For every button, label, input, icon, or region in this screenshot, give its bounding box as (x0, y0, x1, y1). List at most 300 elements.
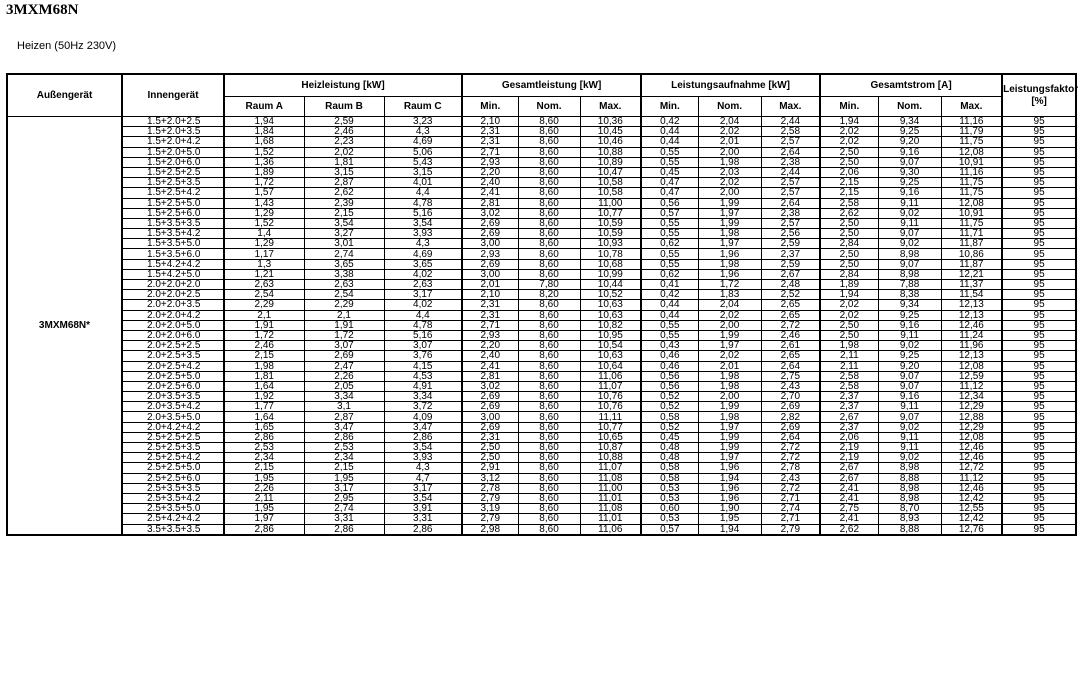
value-cell: 2,74 (304, 504, 384, 514)
value-cell: 8,60 (518, 371, 580, 381)
value-cell: 2,63 (304, 280, 384, 290)
value-cell: 4,02 (384, 269, 462, 279)
indoor-combination-cell: 2.0+4.2+4.2 (122, 422, 224, 432)
table-row (7, 229, 1076, 239)
value-cell: 2,71 (462, 320, 518, 330)
value-cell: 10,59 (580, 229, 641, 239)
value-cell: 8,60 (518, 300, 580, 310)
value-cell: 2,05 (304, 381, 384, 391)
value-cell: 3,54 (304, 218, 384, 228)
value-cell: 1,91 (304, 320, 384, 330)
value-cell: 8,60 (518, 483, 580, 493)
value-cell: 9,02 (878, 422, 941, 432)
table-row (7, 269, 1076, 279)
value-cell: 7,80 (518, 280, 580, 290)
value-cell: 10,76 (580, 392, 641, 402)
value-cell: 2,91 (462, 463, 518, 473)
value-cell: 8,60 (518, 178, 580, 188)
value-cell: 5,06 (384, 147, 462, 157)
value-cell: 2,01 (698, 137, 761, 147)
table-row (7, 351, 1076, 361)
value-cell: 8,60 (518, 443, 580, 453)
value-cell: 1,3 (224, 259, 304, 269)
value-cell: 3,15 (304, 167, 384, 177)
value-cell: 8,88 (878, 524, 941, 535)
value-cell: 8,70 (878, 504, 941, 514)
indoor-combination-cell: 2.0+3.5+5.0 (122, 412, 224, 422)
value-cell: 2,70 (761, 392, 820, 402)
value-cell: 2,11 (820, 351, 878, 361)
value-cell: 2,57 (761, 137, 820, 147)
table-body (7, 117, 1076, 535)
performance-table (6, 73, 1077, 536)
value-cell: 2,50 (820, 218, 878, 228)
value-cell: 10,46 (580, 137, 641, 147)
value-cell: 2,50 (820, 249, 878, 259)
value-cell: 4,15 (384, 361, 462, 371)
value-cell: 1,98 (698, 381, 761, 391)
value-cell: 2,69 (761, 402, 820, 412)
indoor-combination-cell: 2.5+2.5+6.0 (122, 473, 224, 483)
value-cell: 2,64 (761, 198, 820, 208)
indoor-combination-cell: 1.5+4.2+4.2 (122, 259, 224, 269)
value-cell: 11,24 (941, 330, 1002, 340)
value-cell: 2,02 (820, 127, 878, 137)
value-cell: 2,69 (462, 392, 518, 402)
value-cell: 8,60 (518, 432, 580, 442)
value-cell: 3,1 (304, 402, 384, 412)
indoor-combination-cell: 1.5+2.5+6.0 (122, 208, 224, 218)
value-cell: 2,93 (462, 157, 518, 167)
indoor-combination-cell: 2.0+2.0+6.0 (122, 330, 224, 340)
value-cell: 2,43 (761, 473, 820, 483)
value-cell: 0,45 (641, 432, 698, 442)
table-row (7, 443, 1076, 453)
value-cell: 0,55 (641, 320, 698, 330)
value-cell: 1,84 (224, 127, 304, 137)
value-cell: 2,10 (462, 290, 518, 300)
value-cell: 95 (1002, 341, 1076, 351)
value-cell: 0,46 (641, 361, 698, 371)
value-cell: 9,25 (878, 178, 941, 188)
value-cell: 9,25 (878, 351, 941, 361)
value-cell: 12,72 (941, 463, 1002, 473)
value-cell: 8,93 (878, 514, 941, 524)
table-row (7, 117, 1076, 127)
value-cell: 1,95 (698, 514, 761, 524)
value-cell: 2,57 (761, 178, 820, 188)
value-cell: 3,27 (304, 229, 384, 239)
value-cell: 1,72 (224, 178, 304, 188)
value-cell: 2,31 (462, 127, 518, 137)
value-cell: 0,56 (641, 371, 698, 381)
value-cell: 2,15 (304, 208, 384, 218)
value-cell: 10,59 (580, 218, 641, 228)
value-cell: 12,29 (941, 422, 1002, 432)
value-cell: 0,58 (641, 473, 698, 483)
value-cell: 2,26 (304, 371, 384, 381)
value-cell: 1,72 (224, 330, 304, 340)
value-cell: 1,64 (224, 412, 304, 422)
value-cell: 11,06 (580, 524, 641, 535)
value-cell: 1,29 (224, 208, 304, 218)
value-cell: 11,75 (941, 178, 1002, 188)
value-cell: 2,69 (462, 402, 518, 412)
table-row (7, 157, 1076, 167)
value-cell: 95 (1002, 239, 1076, 249)
value-cell: 2,44 (761, 167, 820, 177)
indoor-combination-cell: 2.5+3.5+5.0 (122, 504, 224, 514)
value-cell: 1,96 (698, 493, 761, 503)
value-cell: 8,60 (518, 239, 580, 249)
value-cell: 2,65 (761, 351, 820, 361)
value-cell: 0,48 (641, 443, 698, 453)
value-cell: 95 (1002, 504, 1076, 514)
value-cell: 2,47 (304, 361, 384, 371)
value-cell: 2,54 (224, 290, 304, 300)
table-row (7, 167, 1076, 177)
value-cell: 9,16 (878, 147, 941, 157)
value-cell: 2,19 (820, 453, 878, 463)
header-room-b: Raum B (304, 97, 384, 117)
value-cell: 8,60 (518, 524, 580, 535)
value-cell: 8,60 (518, 208, 580, 218)
value-cell: 8,98 (878, 463, 941, 473)
value-cell: 8,98 (878, 269, 941, 279)
header-total-max: Max. (580, 97, 641, 117)
value-cell: 1,36 (224, 157, 304, 167)
value-cell: 11,06 (580, 371, 641, 381)
value-cell: 1,98 (698, 157, 761, 167)
value-cell: 1,94 (820, 117, 878, 127)
indoor-combination-cell: 1.5+2.0+3.5 (122, 127, 224, 137)
indoor-combination-cell: 1.5+2.5+2.5 (122, 167, 224, 177)
value-cell: 8,60 (518, 392, 580, 402)
value-cell: 2,04 (698, 117, 761, 127)
value-cell: 2,41 (462, 361, 518, 371)
value-cell: 11,00 (580, 483, 641, 493)
indoor-combination-cell: 1.5+3.5+4.2 (122, 229, 224, 239)
indoor-combination-cell: 1.5+2.5+3.5 (122, 178, 224, 188)
value-cell: 3,54 (384, 443, 462, 453)
table-row (7, 239, 1076, 249)
value-cell: 3,00 (462, 412, 518, 422)
value-cell: 1,94 (224, 117, 304, 127)
value-cell: 2,58 (761, 127, 820, 137)
indoor-combination-cell: 1.5+4.2+5.0 (122, 269, 224, 279)
value-cell: 2,84 (820, 239, 878, 249)
value-cell: 1,94 (698, 473, 761, 483)
value-cell: 2,74 (761, 504, 820, 514)
value-cell: 3,02 (462, 381, 518, 391)
value-cell: 10,52 (580, 290, 641, 300)
value-cell: 11,75 (941, 218, 1002, 228)
value-cell: 2,02 (820, 300, 878, 310)
value-cell: 8,60 (518, 310, 580, 320)
value-cell: 1,52 (224, 147, 304, 157)
value-cell: 3,17 (304, 483, 384, 493)
value-cell: 2,37 (761, 249, 820, 259)
value-cell: 0,44 (641, 127, 698, 137)
value-cell: 11,71 (941, 229, 1002, 239)
value-cell: 95 (1002, 229, 1076, 239)
value-cell: 95 (1002, 259, 1076, 269)
value-cell: 95 (1002, 218, 1076, 228)
page-subtitle: Heizen (50Hz 230V) (17, 40, 117, 52)
table-row (7, 392, 1076, 402)
value-cell: 0,56 (641, 381, 698, 391)
header-total-nom: Nom. (518, 97, 580, 117)
value-cell: 4,3 (384, 239, 462, 249)
indoor-combination-cell: 3.5+3.5+3.5 (122, 524, 224, 535)
value-cell: 1,72 (698, 280, 761, 290)
value-cell: 2,78 (462, 483, 518, 493)
value-cell: 4,91 (384, 381, 462, 391)
value-cell: 2,40 (462, 178, 518, 188)
value-cell: 2,34 (304, 453, 384, 463)
value-cell: 95 (1002, 371, 1076, 381)
value-cell: 0,55 (641, 157, 698, 167)
value-cell: 2,15 (224, 351, 304, 361)
value-cell: 2,00 (698, 320, 761, 330)
value-cell: 8,60 (518, 504, 580, 514)
value-cell: 1,94 (698, 524, 761, 535)
value-cell: 12,08 (941, 198, 1002, 208)
value-cell: 3,34 (384, 392, 462, 402)
value-cell: 4,4 (384, 310, 462, 320)
value-cell: 0,55 (641, 229, 698, 239)
value-cell: 10,89 (580, 157, 641, 167)
value-cell: 3,19 (462, 504, 518, 514)
value-cell: 2,1 (224, 310, 304, 320)
value-cell: 95 (1002, 280, 1076, 290)
outdoor-unit-cell: 3MXM68N* (7, 117, 122, 535)
value-cell: 2,93 (462, 330, 518, 340)
value-cell: 2,15 (304, 463, 384, 473)
value-cell: 2,44 (761, 117, 820, 127)
value-cell: 10,87 (580, 443, 641, 453)
value-cell: 3,17 (384, 290, 462, 300)
value-cell: 1,96 (698, 483, 761, 493)
value-cell: 2,15 (224, 463, 304, 473)
value-cell: 2,01 (462, 280, 518, 290)
value-cell: 3,76 (384, 351, 462, 361)
value-cell: 2,65 (761, 310, 820, 320)
value-cell: 2,63 (384, 280, 462, 290)
table-row (7, 504, 1076, 514)
value-cell: 0,57 (641, 208, 698, 218)
value-cell: 2,67 (820, 412, 878, 422)
indoor-combination-cell: 1.5+2.0+2.5 (122, 117, 224, 127)
value-cell: 10,63 (580, 300, 641, 310)
indoor-combination-cell: 2.0+3.5+4.2 (122, 402, 224, 412)
value-cell: 4,78 (384, 198, 462, 208)
value-cell: 1,98 (698, 259, 761, 269)
value-cell: 0,55 (641, 249, 698, 259)
value-cell: 10,63 (580, 310, 641, 320)
value-cell: 0,41 (641, 280, 698, 290)
value-cell: 2,50 (820, 157, 878, 167)
value-cell: 2,34 (224, 453, 304, 463)
value-cell: 2,38 (761, 157, 820, 167)
value-cell: 1,99 (698, 198, 761, 208)
table-row (7, 422, 1076, 432)
value-cell: 9,11 (878, 402, 941, 412)
value-cell: 3,91 (384, 504, 462, 514)
value-cell: 12,46 (941, 483, 1002, 493)
value-cell: 0,58 (641, 412, 698, 422)
header-current-group: Gesamtstrom [A] (820, 74, 1002, 97)
value-cell: 0,56 (641, 198, 698, 208)
value-cell: 0,43 (641, 341, 698, 351)
value-cell: 2,02 (820, 137, 878, 147)
value-cell: 2,26 (224, 483, 304, 493)
value-cell: 1,96 (698, 463, 761, 473)
value-cell: 11,79 (941, 127, 1002, 137)
value-cell: 1,98 (698, 229, 761, 239)
indoor-combination-cell: 2.0+2.5+4.2 (122, 361, 224, 371)
value-cell: 2,23 (304, 137, 384, 147)
value-cell: 95 (1002, 463, 1076, 473)
value-cell: 8,60 (518, 269, 580, 279)
value-cell: 12,46 (941, 453, 1002, 463)
value-cell: 2,15 (820, 188, 878, 198)
value-cell: 2,67 (820, 463, 878, 473)
value-cell: 95 (1002, 208, 1076, 218)
value-cell: 1,21 (224, 269, 304, 279)
value-cell: 0,52 (641, 422, 698, 432)
value-cell: 3,54 (384, 493, 462, 503)
value-cell: 3,54 (384, 218, 462, 228)
value-cell: 95 (1002, 422, 1076, 432)
value-cell: 11,07 (580, 381, 641, 391)
value-cell: 1,17 (224, 249, 304, 259)
value-cell: 9,02 (878, 453, 941, 463)
value-cell: 4,02 (384, 300, 462, 310)
value-cell: 95 (1002, 381, 1076, 391)
header-heating-group: Heizleistung [kW] (224, 74, 462, 97)
indoor-combination-cell: 2.5+3.5+3.5 (122, 483, 224, 493)
value-cell: 10,88 (580, 147, 641, 157)
value-cell: 10,65 (580, 432, 641, 442)
indoor-combination-cell: 1.5+2.0+4.2 (122, 137, 224, 147)
value-cell: 10,93 (580, 239, 641, 249)
value-cell: 10,64 (580, 361, 641, 371)
value-cell: 0,45 (641, 167, 698, 177)
value-cell: 0,46 (641, 351, 698, 361)
value-cell: 2,64 (761, 147, 820, 157)
value-cell: 10,76 (580, 402, 641, 412)
value-cell: 95 (1002, 198, 1076, 208)
value-cell: 3,47 (384, 422, 462, 432)
indoor-combination-cell: 2.0+2.0+4.2 (122, 310, 224, 320)
value-cell: 1,52 (224, 218, 304, 228)
table-row (7, 249, 1076, 259)
value-cell: 11,11 (580, 412, 641, 422)
value-cell: 8,60 (518, 137, 580, 147)
table-row (7, 361, 1076, 371)
header-indoor: Innengerät (122, 74, 224, 117)
value-cell: 2,50 (820, 259, 878, 269)
value-cell: 2,56 (761, 229, 820, 239)
header-outdoor: Außengerät (7, 74, 122, 117)
value-cell: 10,78 (580, 249, 641, 259)
value-cell: 2,31 (462, 432, 518, 442)
value-cell: 9,11 (878, 432, 941, 442)
indoor-combination-cell: 2.0+2.0+2.5 (122, 290, 224, 300)
table-row (7, 259, 1076, 269)
value-cell: 8,60 (518, 198, 580, 208)
value-cell: 2,63 (224, 280, 304, 290)
header-power-factor: Leistungsfaktor [%] (1002, 74, 1076, 117)
value-cell: 9,16 (878, 392, 941, 402)
value-cell: 0,44 (641, 310, 698, 320)
value-cell: 95 (1002, 269, 1076, 279)
value-cell: 0,42 (641, 117, 698, 127)
value-cell: 8,60 (518, 341, 580, 351)
indoor-combination-cell: 2.0+2.0+2.0 (122, 280, 224, 290)
header-current-max: Max. (941, 97, 1002, 117)
value-cell: 2,43 (761, 381, 820, 391)
value-cell: 2,67 (820, 473, 878, 483)
value-cell: 3,15 (384, 167, 462, 177)
header-current-nom: Nom. (878, 97, 941, 117)
indoor-combination-cell: 2.5+2.5+2.5 (122, 432, 224, 442)
value-cell: 11,87 (941, 259, 1002, 269)
value-cell: 2,31 (462, 137, 518, 147)
indoor-combination-cell: 2.5+4.2+4.2 (122, 514, 224, 524)
value-cell: 2,58 (820, 198, 878, 208)
value-cell: 1,97 (224, 514, 304, 524)
value-cell: 12,59 (941, 371, 1002, 381)
value-cell: 8,60 (518, 351, 580, 361)
value-cell: 5,16 (384, 330, 462, 340)
table-row (7, 493, 1076, 503)
header-total-min: Min. (462, 97, 518, 117)
value-cell: 2,59 (761, 239, 820, 249)
value-cell: 95 (1002, 351, 1076, 361)
value-cell: 8,60 (518, 412, 580, 422)
value-cell: 2,02 (698, 127, 761, 137)
value-cell: 2,67 (761, 269, 820, 279)
value-cell: 2,79 (462, 493, 518, 503)
value-cell: 95 (1002, 330, 1076, 340)
value-cell: 2,00 (698, 188, 761, 198)
value-cell: 8,60 (518, 167, 580, 177)
value-cell: 1,98 (224, 361, 304, 371)
value-cell: 11,87 (941, 239, 1002, 249)
value-cell: 8,60 (518, 381, 580, 391)
value-cell: 2,31 (462, 300, 518, 310)
value-cell: 11,54 (941, 290, 1002, 300)
value-cell: 2,20 (462, 341, 518, 351)
value-cell: 3,17 (384, 483, 462, 493)
value-cell: 3,07 (384, 341, 462, 351)
indoor-combination-cell: 1.5+2.5+5.0 (122, 198, 224, 208)
table-row (7, 524, 1076, 535)
table-row (7, 402, 1076, 412)
value-cell: 95 (1002, 290, 1076, 300)
value-cell: 2,72 (761, 320, 820, 330)
table-row (7, 412, 1076, 422)
value-cell: 10,47 (580, 167, 641, 177)
value-cell: 95 (1002, 361, 1076, 371)
value-cell: 12,13 (941, 310, 1002, 320)
indoor-combination-cell: 1.5+2.5+4.2 (122, 188, 224, 198)
value-cell: 12,08 (941, 432, 1002, 442)
value-cell: 2,02 (304, 147, 384, 157)
value-cell: 8,60 (518, 422, 580, 432)
